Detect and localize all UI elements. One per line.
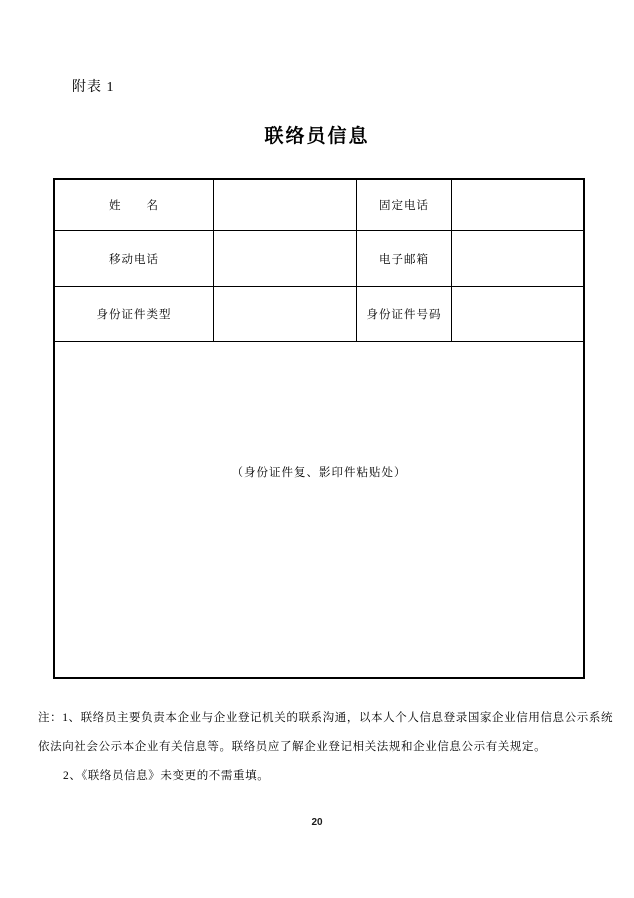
name-label: 姓 名 — [55, 180, 214, 231]
name-input-cell[interactable] — [214, 180, 357, 231]
email-label: 电子邮箱 — [357, 231, 452, 287]
note-line-1: 注：1、联络员主要负责本企业与企业登记机关的联系沟通，以本人个人信息登录国家企业信用信息公示系统 — [38, 712, 614, 724]
id-number-label: 身份证件号码 — [357, 287, 452, 342]
fixed-phone-input-cell[interactable] — [452, 180, 583, 231]
page-number: 20 — [311, 817, 323, 828]
notes-block — [38, 704, 614, 791]
liaison-info-table — [53, 178, 585, 679]
id-copy-paste-area[interactable] — [55, 342, 583, 677]
mobile-phone-input-cell[interactable] — [214, 231, 357, 287]
id-number-input-cell[interactable] — [452, 287, 583, 342]
note-line-2: 依法向社会公示本企业有关信息等。联络员应了解企业登记相关法规和企业信息公示有关规定。 — [38, 741, 547, 753]
id-copy-paste-label: （身份证件复、影印件粘贴处） — [231, 467, 407, 479]
note-line-3: 2、《联络员信息》未变更的不需重填。 — [63, 770, 270, 782]
fixed-phone-label: 固定电话 — [357, 180, 452, 231]
email-input-cell[interactable] — [452, 231, 583, 287]
id-type-label: 身份证件类型 — [55, 287, 214, 342]
appendix-label: 附表 1 — [72, 80, 115, 95]
id-type-input-cell[interactable] — [214, 287, 357, 342]
mobile-phone-label: 移动电话 — [55, 231, 214, 287]
page-title: 联络员信息 — [264, 126, 370, 147]
